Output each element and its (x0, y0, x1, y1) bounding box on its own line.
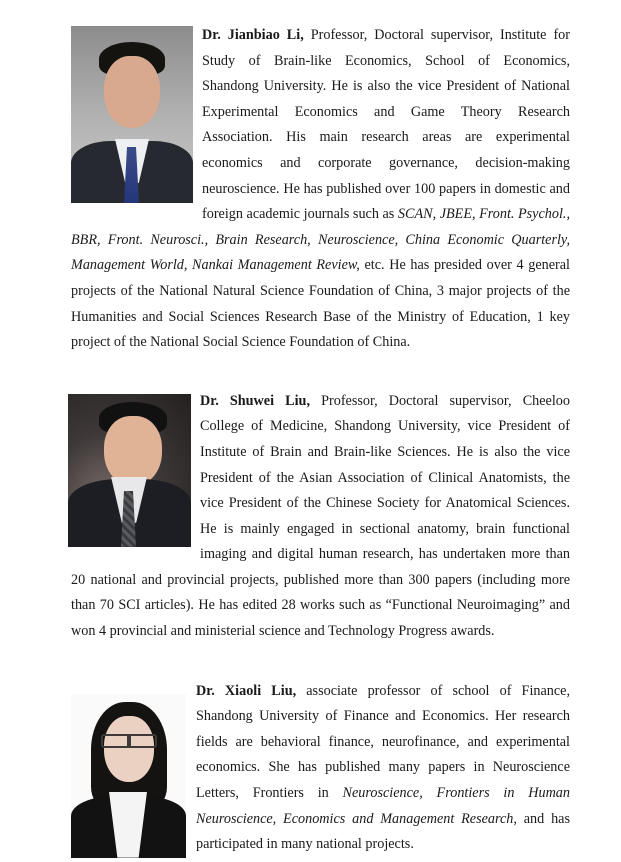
bio-xiaoli-liu (71, 679, 570, 862)
bio-text: etc. He has presided over 4 general projects of the National Natural Science Foundation of China, 3 major projects of the Humanities and Social Sciences Research Base of the Ministry of Education, 1 key project of the National Social Science Foundation of China. (71, 257, 570, 351)
bio-name: Dr. Shuwei Liu, (200, 392, 310, 409)
bio-name: Dr. Jianbiao Li, (202, 27, 304, 43)
photo-face (104, 416, 162, 486)
bio-text: , and has participated in many national projects. (196, 810, 570, 853)
bio-text: Professor, Doctoral supervisor, Cheeloo College of Medicine, Shandong University, vice President of Institute of Brain and Brain-like Sciences. He is also the vice President of the Asian Association of Clinical Anatomists, the vice President of the Chinese Society for Anatomical Sciences. He is mainly engaged in sectional anatomy, brain functional imaging and digital human research, has undertaken more than 20 national and provincial projects, published more than 300 papers (including more than 70 SCI articles). He has edited 28 works such as “Functional Neuroimaging” and won 4 provincial and ministerial science and Technology Progress awards. (71, 392, 570, 640)
bio-page (71, 23, 570, 862)
portrait-photo-jianbiao-li (71, 26, 193, 203)
photo-face (104, 716, 154, 782)
photo-glasses (101, 734, 157, 748)
photo-face (104, 56, 160, 128)
bio-journals: SCAN, JBEE, Front. Psychol., BBR, Front. Neurosci., Brain Research, Neuroscience, China Economic Quarterly, Management World, Nankai Management Review, (71, 206, 571, 274)
bio-name: Dr. Xiaoli Liu, (196, 682, 297, 699)
bio-shuwei-liu (71, 389, 570, 645)
bio-journals: Neuroscience, Frontiers in Human Neuroscience, Economics and Management Research (196, 785, 570, 827)
portrait-photo-shuwei-liu (68, 394, 191, 547)
bio-text: associate professor of school of Finance, Shandong University of Finance and Economics. Her research fields are behavioral finance, neurofinance, and experimental economics. She has published many papers in Neuroscience Letters, Frontiers in (196, 682, 571, 802)
portrait-photo-xiaoli-liu (71, 694, 186, 858)
bio-text: Professor, Doctoral supervisor, Institute for Study of Brain-like Economics, School of Economics, Shandong University. He is also the vice President of National Experimental Economics and Game Theory Research Association. His main research areas are experimental economics and corporate governance, decision-making neuroscience. He has published over 100 papers in domestic and foreign academic journals such as (202, 27, 570, 223)
bio-jianbiao-li (71, 23, 570, 356)
